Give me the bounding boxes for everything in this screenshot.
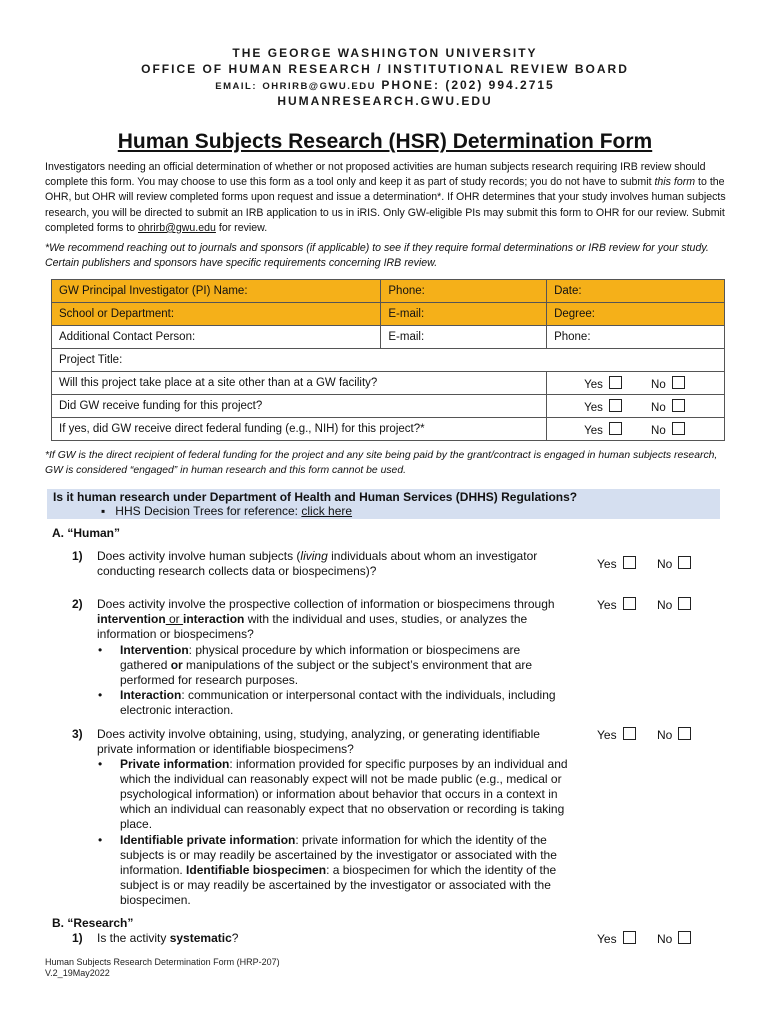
q2-number: 2) <box>72 597 83 611</box>
no-label: No <box>651 378 666 391</box>
page-title: Human Subjects Research (HSR) Determination Form <box>117 130 653 153</box>
q2-yes-checkbox[interactable] <box>623 597 636 610</box>
pi-email-field[interactable]: E-mail: <box>381 303 547 326</box>
header-office: OFFICE OF HUMAN RESEARCH / INSTITUTIONAL REVIEW BOARD <box>141 62 629 76</box>
project-title-field[interactable]: Project Title: <box>52 349 725 372</box>
square-bullet-icon: ▪ <box>101 504 106 518</box>
q-federal-yes-checkbox[interactable] <box>609 422 622 435</box>
q3-no-option: No <box>657 727 691 742</box>
dhhs-heading: Is it human research under Department of Health and Human Services (DHHS) Regulations? <box>53 490 578 504</box>
contact-person-field[interactable]: Additional Contact Person: <box>52 326 381 349</box>
q2-text: Does activity involve the prospective collection of information or biospecimens through intervention or interaction with the individual and uses, studies, or analyzes the information or biospecimens? <box>97 597 555 641</box>
q2-no-option: No <box>657 597 691 612</box>
dhhs-heading-bar <box>47 489 720 519</box>
q-federal-no-checkbox[interactable] <box>672 422 685 435</box>
dhhs-reference <box>101 504 352 518</box>
q-funding-yes-checkbox[interactable] <box>609 399 622 412</box>
footer-version: V.2_19May2022 <box>45 968 110 978</box>
q2-no-checkbox[interactable] <box>678 597 691 610</box>
yes-label: Yes <box>584 424 603 437</box>
q2-yes-option: Yes <box>597 597 636 612</box>
q1-yes-option: Yes <box>597 556 636 571</box>
header-university: THE GEORGE WASHINGTON UNIVERSITY <box>232 46 538 60</box>
pi-info-table <box>51 279 725 441</box>
q-site-no-checkbox[interactable] <box>672 376 685 389</box>
pi-phone-field[interactable]: Phone: <box>381 280 547 303</box>
q-funding-no-checkbox[interactable] <box>672 399 685 412</box>
header-contact <box>0 78 770 92</box>
footer-form-name: Human Subjects Research Determination Form (HRP-207) <box>45 957 280 967</box>
contact-email-field[interactable]: E-mail: <box>381 326 547 349</box>
q1-no-checkbox[interactable] <box>678 556 691 569</box>
decision-trees-link[interactable]: click here <box>301 504 353 518</box>
email-label: EMAIL: <box>215 81 257 92</box>
qb1-number: 1) <box>72 931 83 945</box>
q-site-label: Will this project take place at a site other than at a GW facility? <box>52 372 547 395</box>
intro-paragraph <box>45 160 730 236</box>
qb1-text: Is the activity systematic? <box>97 931 239 945</box>
intro-text-3: for review. <box>215 221 268 234</box>
footer <box>45 957 280 979</box>
q1-no-option: No <box>657 556 691 571</box>
pi-name-field[interactable]: GW Principal Investigator (PI) Name: <box>52 280 381 303</box>
qb1-no-option: No <box>657 931 691 946</box>
qb1-yes-checkbox[interactable] <box>623 931 636 944</box>
bullet-icon: • <box>98 833 103 847</box>
q1-text: Does activity involve human subjects (living individuals about whom an investigator conducting research collects data or biospecimens)? <box>97 549 538 578</box>
yes-label: Yes <box>584 378 603 391</box>
dhhs-ref-text: HHS Decision Trees for reference: <box>115 504 302 518</box>
q-funding-options <box>547 395 725 418</box>
header-phone: PHONE: (202) 994.2715 <box>381 78 555 92</box>
degree-field[interactable]: Degree: <box>547 303 725 326</box>
q3-number: 3) <box>72 727 83 741</box>
no-label: No <box>651 401 666 414</box>
q-site-yes-checkbox[interactable] <box>609 376 622 389</box>
ohr-email-link[interactable]: ohrirb@gwu.edu <box>138 221 216 234</box>
q-federal-options <box>547 418 725 441</box>
q3-yes-option: Yes <box>597 727 636 742</box>
q-site-options <box>547 372 725 395</box>
header-website: HUMANRESEARCH.GWU.EDU <box>277 94 493 108</box>
q2-bullet-intervention: • Intervention: physical procedure by which information or biospecimens are gathered or manipulations of the subject or the subject’s environment that are performed for research purposes. <box>98 643 533 687</box>
q3-bullet-private-info: • Private information: information provided for specific purposes by an individual and which the individual can reasonably expect will not be made public (e.g., medical or psychological information) or information about behavior that occurs in a context in which an individual can reasonably expect that no observation or recording is taking place. <box>98 757 568 831</box>
date-field[interactable]: Date: <box>547 280 725 303</box>
q-funding-label: Did GW receive funding for this project? <box>52 395 547 418</box>
q-federal-label: If yes, did GW receive direct federal funding (e.g., NIH) for this project?* <box>52 418 547 441</box>
recommend-note: *We recommend reaching out to journals and sponsors (if applicable) to see if they require formal determinations or IRB review for your study. Certain publishers and sponsors have specific requirements concerning IRB review. <box>45 242 709 270</box>
school-field[interactable]: School or Department: <box>52 303 381 326</box>
bullet-icon: • <box>98 643 103 657</box>
intro-text-2: to the OHR, but OHR will review completed forms upon request and issue a determination*. If OHR determines that your study involves human subjects research, you will be directed to submit an IRB application to us in iRIS. Only GW-eligible PIs may submit this form to OHR for our review. Submit completed forms to <box>45 176 726 234</box>
q1-number: 1) <box>72 549 83 563</box>
q3-bullet-identifiable: • Identifiable private information: private information for which the identity of the subjects is or may readily be ascertained by the investigator or associated with the information. Identifiable biospecimen: a biospecimen for which the identity of the subject is or may readily be ascertained by the investigator or associated with the biospecimen. <box>98 833 557 907</box>
bullet-icon: • <box>98 688 103 702</box>
section-b-heading: B. “Research” <box>52 916 134 930</box>
q1-yes-checkbox[interactable] <box>623 556 636 569</box>
yes-label: Yes <box>584 401 603 414</box>
header-email: OHRIRB@GWU.EDU <box>262 81 376 92</box>
intro-italic: this form <box>654 176 696 189</box>
qb1-no-checkbox[interactable] <box>678 931 691 944</box>
bullet-icon: • <box>98 757 103 771</box>
q3-text: Does activity involve obtaining, using, studying, analyzing, or generating identifiable private information or identifiable biospecimens? <box>97 727 540 756</box>
funding-note: *If GW is the direct recipient of federal funding for the project and any site being paid by the grant/contract is engaged in human subjects research, GW is considered “engaged” in human research and this form cannot be used. <box>45 450 718 477</box>
no-label: No <box>651 424 666 437</box>
section-a-heading: A. “Human” <box>52 526 121 540</box>
q2-bullet-interaction: • Interaction: communication or interpersonal contact with the individuals, including electronic interaction. <box>98 688 556 717</box>
contact-phone-field[interactable]: Phone: <box>547 326 725 349</box>
q3-no-checkbox[interactable] <box>678 727 691 740</box>
q3-yes-checkbox[interactable] <box>623 727 636 740</box>
qb1-yes-option: Yes <box>597 931 636 946</box>
intro-text-1: Investigators needing an official determination of whether or not proposed activities are human subjects research requiring IRB review should complete this form. You may choose to use this form as a tool only and keep it as part of study records; you do not have to submit <box>45 161 706 189</box>
